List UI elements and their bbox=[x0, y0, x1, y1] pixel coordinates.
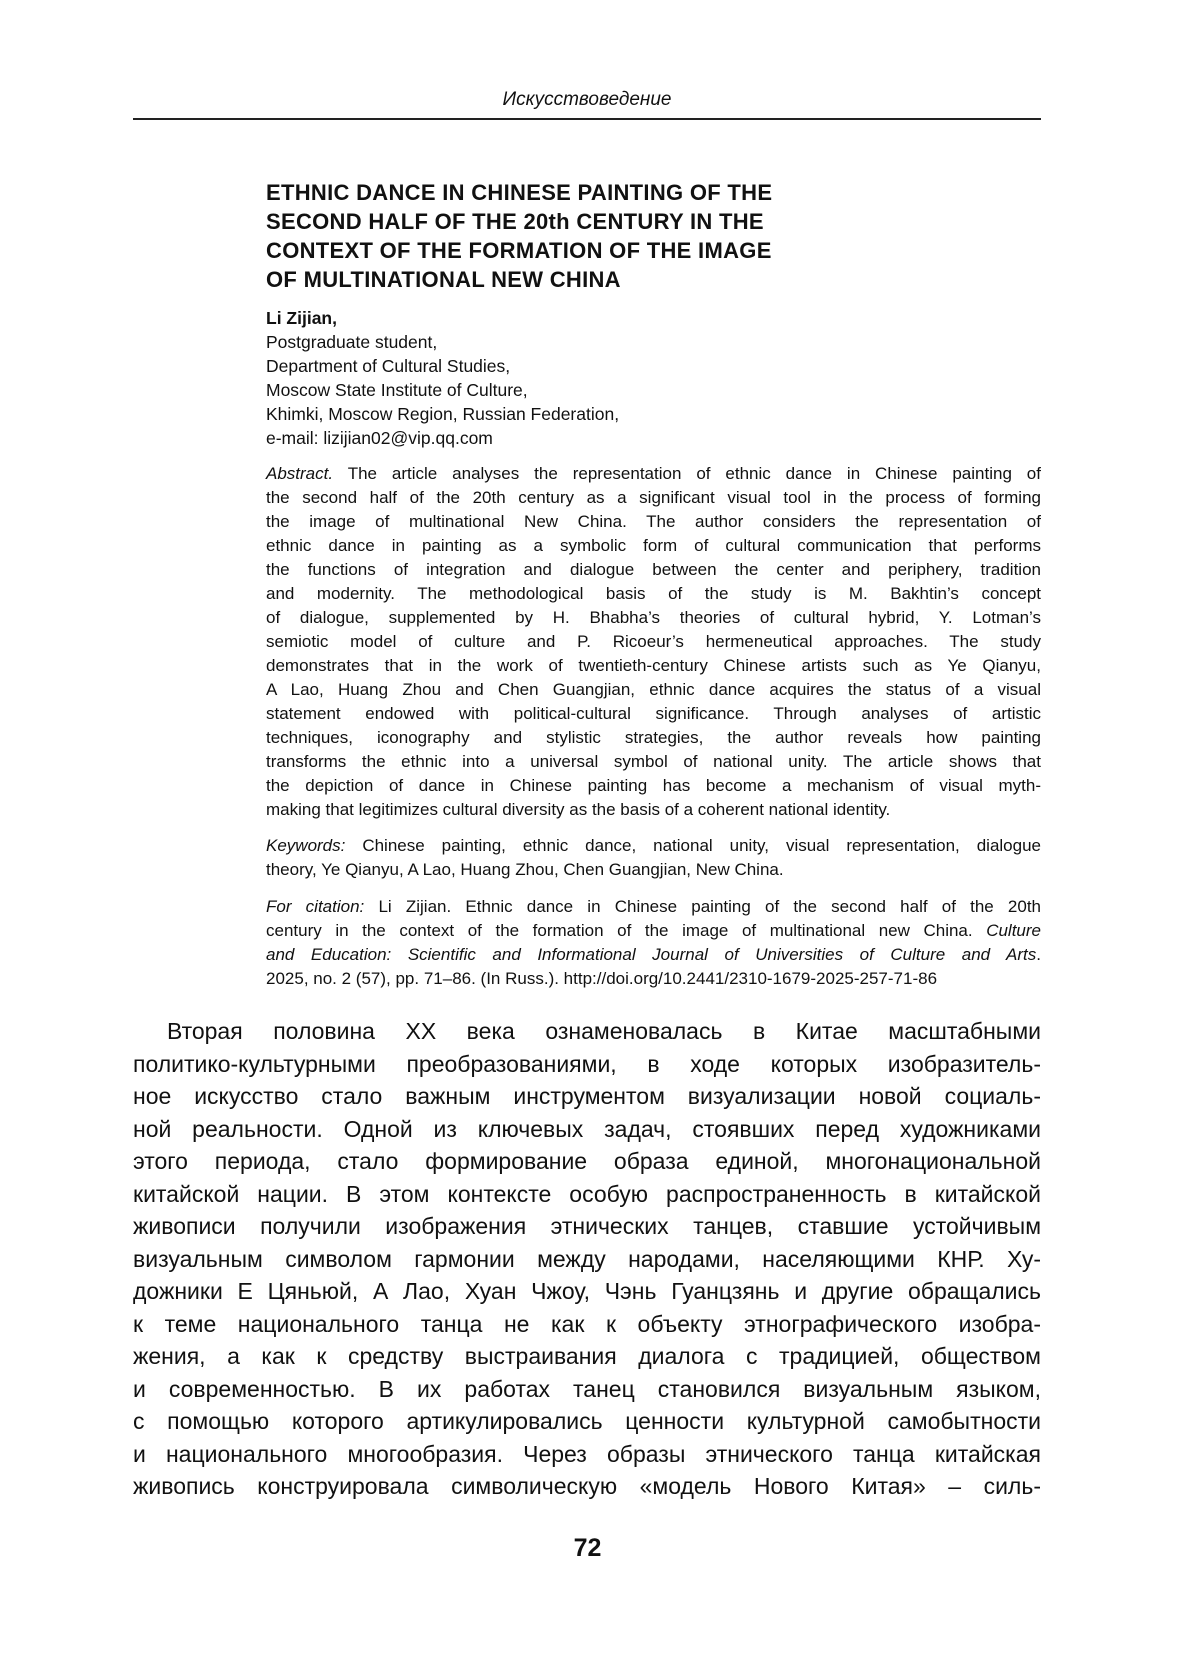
abstract-line: making that legitimizes cultural diversity as the basis of a coherent national identity. bbox=[266, 800, 891, 819]
body-line: Вторая половина XX века ознаменовалась в Китае масштабными bbox=[167, 1018, 1041, 1044]
article-title bbox=[266, 178, 866, 294]
running-header: Искусствоведение bbox=[502, 89, 672, 110]
author-position: Postgraduate student, bbox=[266, 332, 438, 352]
abstract-line: A Lao, Huang Zhou and Chen Guangjian, ethnic dance acquires the status of a visual bbox=[266, 680, 1041, 699]
citation-text: . bbox=[1036, 945, 1041, 964]
body-line: и современностью. В их работах танец становился визуальным языком, bbox=[133, 1375, 1041, 1402]
author-name: Li Zijian, bbox=[266, 308, 337, 328]
keywords bbox=[266, 834, 1041, 882]
title-line: OF MULTINATIONAL NEW CHINA bbox=[266, 267, 621, 292]
body-paragraph bbox=[133, 1015, 1041, 1503]
abstract-line: of dialogue, supplemented by H. Bhabha’s theories of cultural hybrid, Y. Lotman’s bbox=[266, 608, 1041, 627]
title-line: ETHNIC DANCE IN CHINESE PAINTING OF THE bbox=[266, 180, 773, 205]
abstract-line: the functions of integration and dialogue between the center and periphery, tradition bbox=[266, 560, 1041, 579]
header-rule bbox=[133, 118, 1041, 120]
body-line: живопись конструировала символическую «модель Нового Китая» – силь- bbox=[133, 1473, 1041, 1499]
body-line: с помощью которого артикулировались ценности культурной самобытности bbox=[133, 1408, 1041, 1434]
abstract-line: statement endowed with political-cultural significance. Through analyses of artistic bbox=[266, 704, 1041, 723]
author-institution: Moscow State Institute of Culture, bbox=[266, 380, 528, 400]
abstract-line: ethnic dance in painting as a symbolic form of cultural communication that performs bbox=[266, 536, 1041, 555]
abstract-line: and modernity. The methodological basis of the study is M. Bakhtin’s concept bbox=[266, 584, 1041, 603]
citation-line-text: Li Zijian. Ethnic dance in Chinese painting of the second half of the 20th bbox=[364, 897, 1041, 916]
page-number: 72 bbox=[573, 1534, 602, 1562]
body-line: живописи получили изображения этнических танцев, ставшие устойчивым bbox=[133, 1213, 1041, 1239]
author-department: Department of Cultural Studies, bbox=[266, 356, 511, 376]
keywords-line-text: Chinese painting, ethnic dance, national unity, visual representation, dialogue bbox=[345, 836, 1041, 855]
citation-line bbox=[266, 919, 1041, 943]
author-email: e-mail: lizijian02@vip.qq.com bbox=[266, 428, 493, 448]
abstract-line: semiotic model of culture and P. Ricoeur’s hermeneutical approaches. The study bbox=[266, 632, 1041, 651]
abstract-line: the second half of the 20th century as a significant visual tool in the process of forming bbox=[266, 488, 1041, 507]
citation-line bbox=[266, 895, 1041, 919]
keywords-lead: Keywords: bbox=[266, 836, 346, 855]
journal-name: Culture bbox=[986, 921, 1041, 940]
body-line: политико-культурными преобразованиями, в ходе которых изобразитель- bbox=[133, 1050, 1041, 1077]
abstract-line: the depiction of dance in Chinese painting has become a mechanism of visual myth- bbox=[266, 776, 1041, 795]
body-line: этого периода, стало формирование образа единой, многонациональной bbox=[133, 1148, 1041, 1174]
keywords-line bbox=[266, 834, 1041, 858]
author-block bbox=[266, 306, 1026, 450]
body-line: ной реальности. Одной из ключевых задач, стоявших перед художниками bbox=[133, 1115, 1041, 1142]
abstract bbox=[266, 462, 1041, 822]
keywords-line: theory, Ye Qianyu, A Lao, Huang Zhou, Chen Guangjian, New China. bbox=[266, 860, 784, 879]
journal-name: and Education: Scientific and Informational Journal of Universities of Culture and Arts bbox=[266, 945, 1037, 964]
abstract-line bbox=[266, 462, 1041, 486]
abstract-line: transforms the ethnic into a universal symbol of national unity. The article shows that bbox=[266, 752, 1041, 771]
citation bbox=[266, 895, 1041, 991]
abstract-line: demonstrates that in the work of twentieth-century Chinese artists such as Ye Qianyu, bbox=[266, 656, 1041, 675]
citation-line bbox=[266, 943, 1041, 967]
abstract-line: the image of multinational New China. The author considers the representation of bbox=[266, 512, 1041, 531]
abstract-line-text: The article analyses the representation of ethnic dance in Chinese painting of bbox=[333, 464, 1041, 483]
body-line: ное искусство стало важным инструментом визуализации новой социаль- bbox=[133, 1083, 1041, 1109]
citation-doi[interactable]: 2025, no. 2 (57), pp. 71–86. (In Russ.). http://doi.org/10.2441/2310-1679-2025-257-71-86 bbox=[266, 969, 938, 988]
body-line: жения, а как к средству выстраивания диалога с традицией, обществом bbox=[133, 1343, 1041, 1369]
body-line: к теме национального танца не как к объекту этнографического изобра- bbox=[133, 1310, 1041, 1337]
title-line: CONTEXT OF THE FORMATION OF THE IMAGE bbox=[266, 238, 772, 263]
author-location: Khimki, Moscow Region, Russian Federation, bbox=[266, 404, 620, 424]
title-line: SECOND HALF OF THE 20th CENTURY IN THE bbox=[266, 209, 764, 234]
abstract-lead: Abstract. bbox=[266, 464, 334, 483]
citation-lead: For citation: bbox=[266, 897, 365, 916]
abstract-line: techniques, iconography and stylistic strategies, the author reveals how painting bbox=[266, 728, 1041, 747]
body-line: и национального многообразия. Через образы этнического танца китайская bbox=[133, 1440, 1041, 1467]
body-line: дожники Е Цяньюй, А Лао, Хуан Чжоу, Чэнь Гуанцзянь и другие обращались bbox=[133, 1278, 1041, 1304]
body-line: китайской нации. В этом контексте особую распространенность в китайской bbox=[133, 1180, 1041, 1207]
body-line: визуальным символом гармонии между народами, населяющими КНР. Ху- bbox=[133, 1245, 1041, 1272]
citation-text: century in the context of the formation of the image of multinational new China. bbox=[266, 921, 987, 940]
